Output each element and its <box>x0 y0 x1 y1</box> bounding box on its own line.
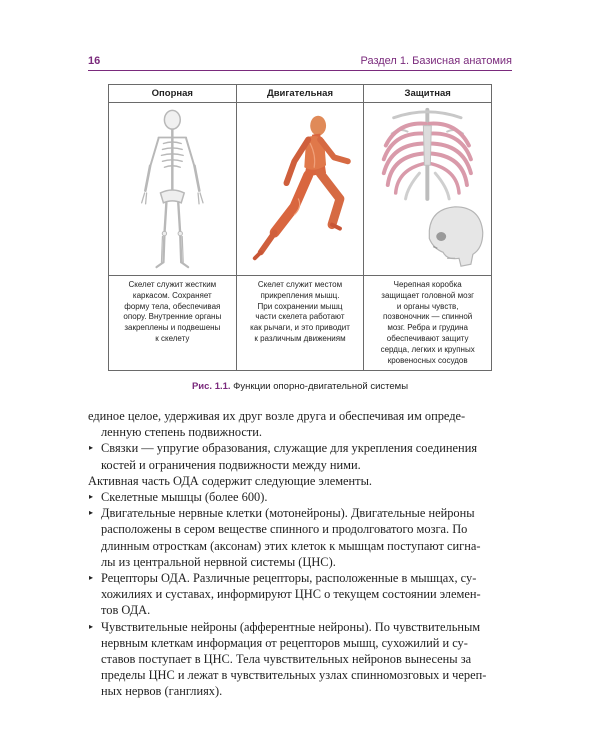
desc-line: как рычаги, и это приводит <box>250 323 350 333</box>
desc-line: мозг. Ребра и грудина <box>387 323 468 333</box>
caption-number: Рис. 1.1. <box>191 381 231 392</box>
desc-line: и органы чувств, <box>396 301 459 311</box>
text-line: тов ОДА. <box>101 603 151 618</box>
desc-line: части скелета работают <box>255 312 345 322</box>
figure-table <box>108 84 492 371</box>
desc-line: прикрепления мышц. <box>260 290 340 300</box>
skull-drawing <box>430 207 483 266</box>
desc-line: обеспечивают защиту <box>386 333 469 343</box>
text-line: костей и ограничения подвижности между ними. <box>101 457 361 472</box>
desc-line: к скелету <box>155 333 190 343</box>
body-text <box>88 408 512 700</box>
desc-line: сердца, легких и крупных <box>380 344 475 354</box>
ribcage-and-skull-illustration <box>364 103 491 275</box>
list-item-text: Скелетные мышцы (более 600). <box>101 490 268 505</box>
list-item-text: Чувствительные нейроны (афферентные нейроны). По чувствительным <box>101 619 481 634</box>
running-header <box>88 55 512 69</box>
list-item-text: Связки — упругие образования, служащие для укрепления соединения <box>101 441 478 456</box>
text-line: ных нервов (ганглиях). <box>101 684 223 699</box>
bullet-marker-icon: ▸ <box>89 443 94 453</box>
figure-caption <box>88 381 512 392</box>
description-support <box>109 276 237 371</box>
bullet-marker-icon: ▸ <box>89 621 94 631</box>
desc-line: При сохранении мышц <box>257 301 343 311</box>
text-line: лы из центральной нервной системы (ЦНС). <box>101 554 336 569</box>
text-line: ленную степень подвижности. <box>101 425 263 440</box>
skeleton-cell <box>109 103 237 276</box>
desc-line: защищает головной мозг <box>381 290 475 300</box>
list-item <box>88 440 512 456</box>
skeleton-illustration <box>109 103 236 275</box>
bullet-marker-icon: ▸ <box>89 492 94 502</box>
list-item <box>88 489 512 505</box>
list-item <box>88 570 512 586</box>
running-muscle-figure-illustration <box>237 103 364 275</box>
desc-line: Черепная коробка <box>393 280 462 289</box>
header-rule <box>88 70 512 71</box>
desc-line: Скелет служит жестким <box>128 280 217 289</box>
desc-line: закреплены и подвешены <box>124 323 221 333</box>
text-line: ставов поступает в ЦНС. Тела чувствительных нейронов вынесены за <box>101 652 472 667</box>
section-title: Раздел 1. Базисная анатомия <box>360 55 512 67</box>
column-title-protective: Защитная <box>364 85 492 103</box>
bullet-marker-icon: ▸ <box>89 573 94 583</box>
list-item-text: Рецепторы ОДА. Различные рецепторы, расположенные в мышцах, су- <box>101 571 477 586</box>
text-line: хожилиях и суставах, информируют ЦНС о текущем состоянии элемен- <box>101 587 481 602</box>
column-title-motor: Двигательная <box>236 85 364 103</box>
text-line: Активная часть ОДА содержит следующие элементы. <box>88 473 373 488</box>
desc-line: форму тела, обеспечивая <box>124 301 221 311</box>
desc-line: к различным движениям <box>254 333 346 343</box>
desc-line: позвоночник — спинной <box>383 312 473 322</box>
text-line: нервным клеткам информация от рецепторов мышц, сухожилий и су- <box>101 635 468 650</box>
text-line: длинным отросткам (аксонам) этих клеток к мышцам поступают сигна- <box>101 538 481 553</box>
desc-line: каркасом. Сохраняет <box>132 290 212 300</box>
text-line: расположены в сером веществе спинного и продолговатого мозга. По <box>101 522 468 537</box>
bullet-marker-icon: ▸ <box>89 508 94 518</box>
list-item-text: Двигательные нервные клетки (мотонейроны). Двигательные нейроны <box>101 506 475 521</box>
description-motor <box>236 276 364 371</box>
column-title-support: Опорная <box>109 85 237 103</box>
page-number: 16 <box>88 55 101 67</box>
desc-line: Скелет служит местом <box>257 280 343 289</box>
text-line: единое целое, удерживая их друг возле друга и обеспечивая им опреде- <box>88 409 466 423</box>
protective-cell <box>364 103 492 276</box>
runner-cell <box>236 103 364 276</box>
description-protective <box>364 276 492 371</box>
desc-line: кровеносных сосудов <box>387 355 468 365</box>
text-line: пределы ЦНС и лежат в чувствительных узлах спинномозговых и череп- <box>101 668 487 683</box>
list-item <box>88 505 512 521</box>
desc-line: опору. Внутренние органы <box>123 312 222 322</box>
list-item <box>88 619 512 635</box>
caption-text: Функции опорно-двигательной системы <box>230 381 409 392</box>
